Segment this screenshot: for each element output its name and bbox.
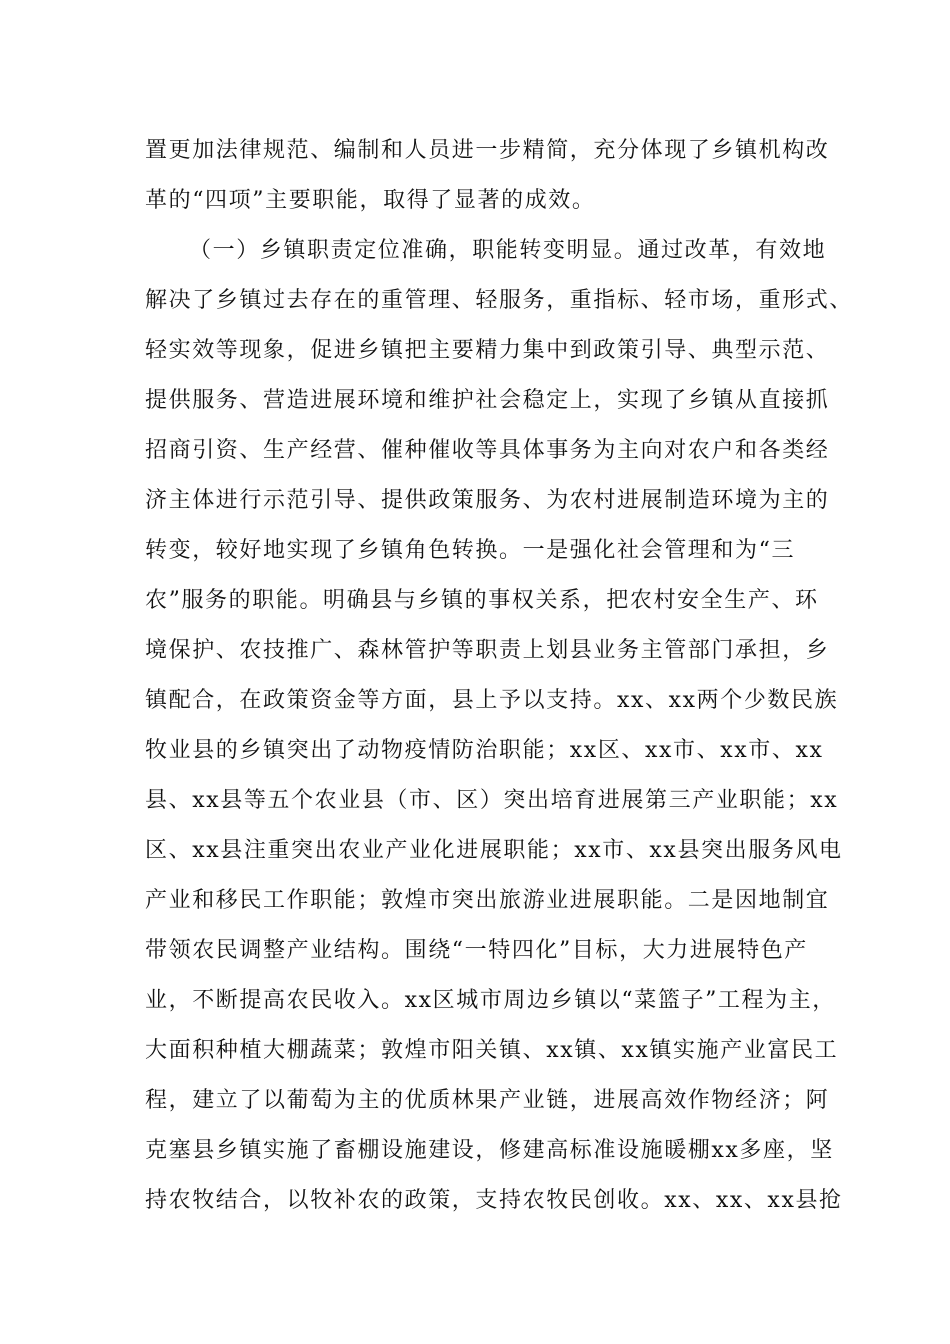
text-line: 业，不断提高农民收入。xx区城市周边乡镇以“菜篮子”工程为主， xyxy=(145,988,836,1013)
text-line: 县、xx县等五个农业县（市、区）突出培育进展第三产业职能；xx xyxy=(145,788,839,813)
text-line: 境保护、农技推广、森林管护等职责上划县业务主管部门承担，乡 xyxy=(145,638,830,663)
text-line: 提供服务、营造进展环境和维护社会稳定上，实现了乡镇从直接抓 xyxy=(145,388,830,413)
text-line: 产业和移民工作职能；敦煌市突出旅游业进展职能。二是因地制宜 xyxy=(145,888,830,913)
text-line: 程，建立了以葡萄为主的优质林果产业链，进展高效作物经济；阿 xyxy=(145,1088,830,1113)
section-heading-line: （一）乡镇职责定位准确，职能转变明显。通过改革，有效地 xyxy=(189,238,827,263)
text-line: 轻实效等现象，促进乡镇把主要精力集中到政策引导、典型示范、 xyxy=(145,338,830,363)
text-line: 置更加法律规范、编制和人员进一步精简，充分体现了乡镇机构改 xyxy=(145,138,830,163)
text-line: 区、xx县注重突出农业产业化进展职能；xx市、xx县突出服务风电 xyxy=(145,838,843,863)
text-line: 克塞县乡镇实施了畜棚设施建设，修建高标准设施暖棚xx多座，坚 xyxy=(145,1138,834,1163)
text-line: 转变，较好地实现了乡镇角色转换。一是强化社会管理和为“三 xyxy=(145,538,796,563)
text-line: 大面积种植大棚蔬菜；敦煌市阳关镇、xx镇、xx镇实施产业富民工 xyxy=(145,1038,839,1063)
text-line: 牧业县的乡镇突出了动物疫情防治职能；xx区、xx市、xx市、xx xyxy=(145,738,824,763)
text-line: 农”服务的职能。明确县与乡镇的事权关系，把农村安全生产、环 xyxy=(145,588,819,613)
text-line: 带领农民调整产业结构。围绕“一特四化”目标，大力进展特色产 xyxy=(145,938,808,963)
text-line: 济主体进行示范引导、提供政策服务、为农村进展制造环境为主的 xyxy=(145,488,830,513)
text-line: 持农牧结合，以牧补农的政策，支持农牧民创收。xx、xx、xx县抢 xyxy=(145,1188,843,1213)
text-line: 解决了乡镇过去存在的重管理、轻服务，重指标、轻市场，重形式、 xyxy=(145,288,854,313)
text-line: 招商引资、生产经营、催种催收等具体事务为主向对农户和各类经 xyxy=(145,438,830,463)
text-line: 革的“四项”主要职能，取得了显著的成效。 xyxy=(145,188,596,213)
text-line: 镇配合，在政策资金等方面，县上予以支持。xx、xx两个少数民族 xyxy=(145,688,839,713)
